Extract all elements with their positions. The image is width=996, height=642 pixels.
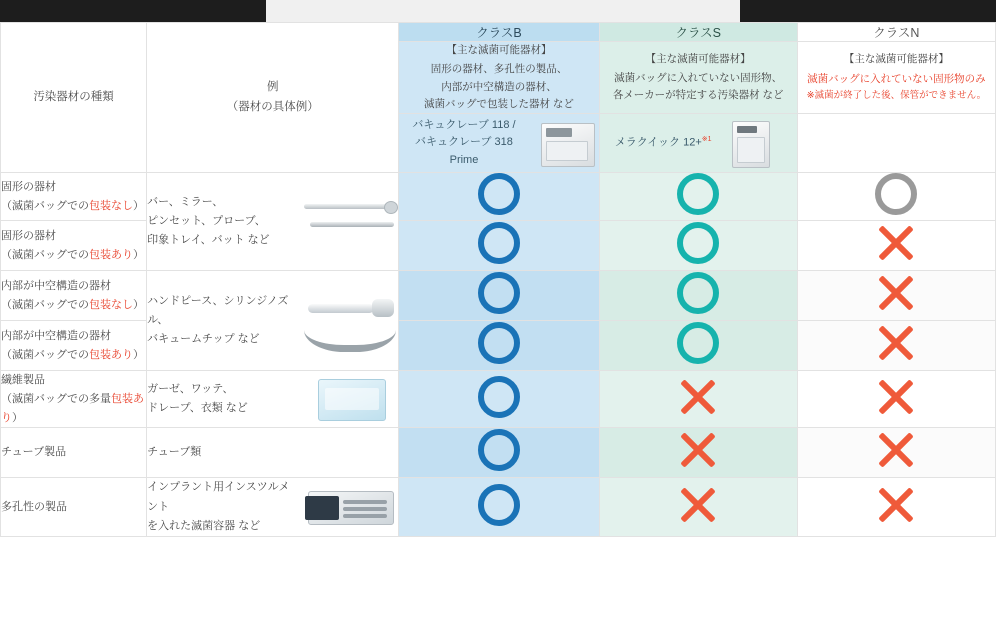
desc-s-line2: 各メーカーが特定する汚染器材 など [612,89,784,102]
product-s-line1: メラクイック 12+ [614,136,702,149]
row-example-line-0-2: 印象トレイ、バット など [147,234,270,247]
product-b-line2: バキュクレーブ 318 Prime [415,136,513,167]
circle-blue-icon [478,484,520,526]
result-3-s [599,321,797,371]
circle-gray-icon [875,173,917,215]
desc-b-line1: 固形の器材、多孔性の製品、 [430,63,568,76]
cross-red-icon [874,221,918,265]
dental-instruments-icon [302,196,398,248]
result-2-s [599,271,797,321]
product-class-b [399,114,599,173]
table-row [1,371,996,428]
desc-class-b [399,42,599,114]
row-example-line-4-1: ドレープ、衣類 など [147,402,248,415]
result-1-n [797,221,995,271]
row-type-main-4: 繊維製品 [1,374,45,387]
cross-red-icon [874,321,918,365]
result-2-b [399,271,599,321]
cross-red-icon [874,483,918,527]
row-example-5 [147,428,399,478]
row-type-3 [1,321,147,371]
result-5-s [599,428,797,478]
desc-n-line1: 滅菌バッグに入れていない固形物のみ [807,72,986,85]
result-0-b [399,173,599,221]
row-type-main-2: 内部が中空構造の器材 [1,280,111,293]
row-type-main-1: 固形の器材 [1,230,56,243]
handpiece-icon [302,295,398,347]
result-2-n [797,271,995,321]
row-example-line-0-1: ピンセット、プローブ、 [147,215,266,228]
header-cell-type [1,23,147,173]
product-s-name [615,134,712,152]
desc-class-s [599,42,797,114]
quick-sterilizer-device-icon [720,119,782,167]
row-type-sub-0: （滅菌バッグでの包装なし） [1,199,144,212]
result-0-s [599,173,797,221]
result-6-b [399,478,599,537]
result-6-s [599,478,797,537]
circle-blue-icon [478,322,520,364]
desc-n-note: ※滅菌が終了した後、保管ができません。 [806,90,987,102]
circle-blue-icon [478,272,520,314]
result-3-n [797,321,995,371]
row-example-line-2-1: バキュームチップ など [147,333,260,346]
cross-red-icon [676,375,720,419]
row-type-main-5: チューブ製品 [1,446,67,459]
top-strip [0,0,996,22]
result-4-n [797,371,995,428]
autoclave-device-icon [537,119,599,167]
row-type-1 [1,221,147,271]
circle-blue-icon [478,173,520,215]
cross-red-icon [874,375,918,419]
table-header-row-classes [1,23,996,42]
row-type-sub-3: （滅菌バッグでの包装あり） [1,348,144,361]
desc-b-line2: 内部が中空構造の器材、 [441,80,557,93]
result-3-b [399,321,599,371]
row-type-5 [1,428,147,478]
desc-class-n [797,42,995,114]
desc-s-title: 【主な滅菌可能器材】 [645,52,751,65]
circle-blue-icon [478,429,520,471]
row-example-line-6-0: インプラント用インスツルメント [147,481,290,513]
header-example-sublabel: （器材の具体例） [226,100,319,113]
result-0-n [797,173,995,221]
row-example-0 [147,173,399,271]
result-4-s [599,371,797,428]
row-type-6 [1,478,147,537]
result-5-n [797,428,995,478]
row-example-2 [147,271,399,371]
result-6-n [797,478,995,537]
circle-blue-icon [478,222,520,264]
header-type-label: 汚染器材の種類 [33,91,114,104]
gauze-pack-icon [302,373,398,425]
product-b-name [399,117,528,170]
cross-red-icon [874,428,918,472]
row-example-line-4-0: ガーゼ、ワッテ、 [147,383,234,396]
row-example-line-2-0: ハンドピース、シリンジノズル、 [147,294,289,327]
class-s-name: クラスS [675,26,721,40]
header-class-n [797,23,995,42]
table-row [1,478,996,537]
result-5-b [399,428,599,478]
header-cell-example [147,23,399,173]
result-1-s [599,221,797,271]
class-b-name: クラスB [476,26,522,40]
desc-s-line1: 滅菌バッグに入れていない固形物、 [614,71,783,84]
row-example-6 [147,478,399,537]
row-example-line-0-0: バー、ミラー、 [147,195,224,208]
row-example-line-5-0: チューブ類 [147,446,202,459]
row-type-main-3: 内部が中空構造の器材 [1,330,111,343]
header-example-label: 例 [267,81,279,94]
product-class-s [599,114,797,173]
product-b-line1: バキュクレーブ 118 / [412,118,516,131]
row-type-main-0: 固形の器材 [1,181,56,194]
header-class-s [599,23,797,42]
row-type-4 [1,371,147,428]
result-1-b [399,221,599,271]
table-row [1,271,996,321]
cross-red-icon [676,428,720,472]
desc-b-title: 【主な滅菌可能器材】 [446,44,552,56]
product-class-n [797,114,995,173]
row-type-sub-2: （滅菌バッグでの包装なし） [1,298,144,311]
row-type-sub-4: （滅菌バッグでの多量包装あり） [1,392,144,424]
circle-teal-icon [677,222,719,264]
circle-teal-icon [677,272,719,314]
row-type-0 [1,173,147,221]
table-row [1,173,996,221]
sterilizer-class-comparison-table [0,22,996,537]
row-example-4 [147,371,399,428]
cross-red-icon [676,483,720,527]
row-example-line-6-1: を入れた滅菌容器 など [147,519,261,532]
header-class-b [399,23,599,42]
sterilization-case-icon [302,481,398,533]
result-4-b [399,371,599,428]
product-s-footnote: ※1 [701,136,712,144]
top-strip-light-panel [266,0,740,22]
row-type-sub-1: （滅菌バッグでの包装あり） [1,248,144,261]
desc-b-line3: 滅菌バッグで包装した器材 など [424,97,574,110]
circle-teal-icon [677,173,719,215]
cross-red-icon [874,271,918,315]
row-type-main-6: 多孔性の製品 [1,500,67,513]
table-row [1,428,996,478]
circle-blue-icon [478,376,520,418]
desc-n-title: 【主な滅菌可能器材】 [843,53,949,66]
class-n-name: クラスN [873,26,920,40]
row-type-2 [1,271,147,321]
circle-teal-icon [677,322,719,364]
